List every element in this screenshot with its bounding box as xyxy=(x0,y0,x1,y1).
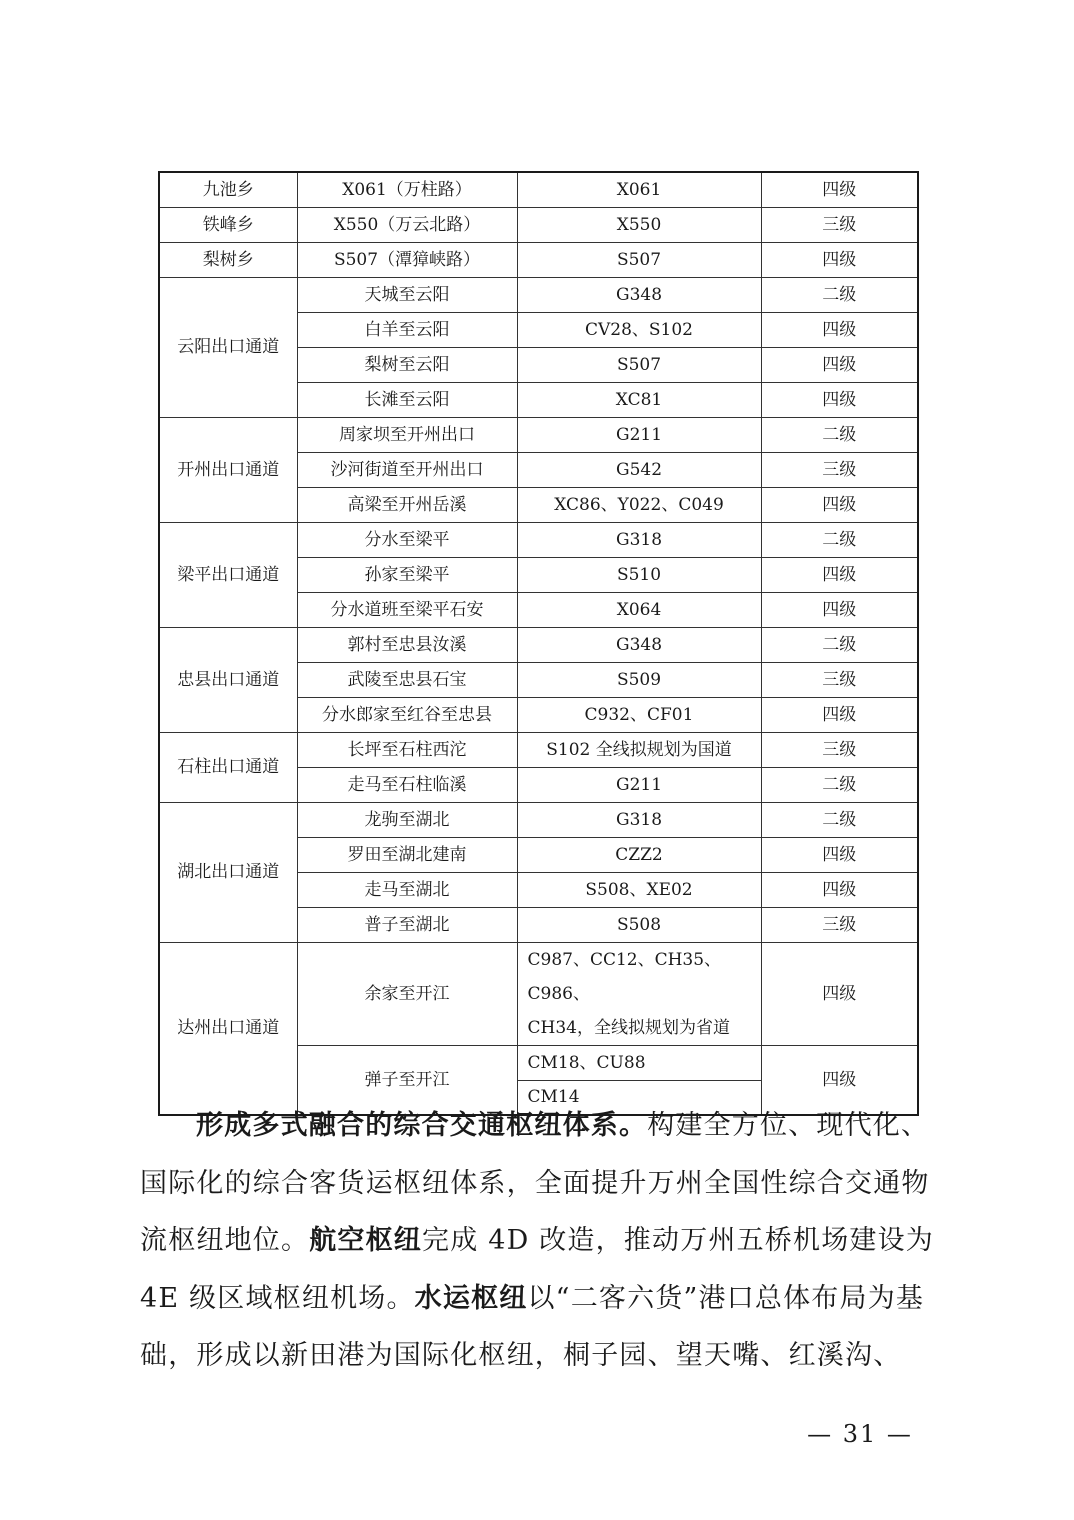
table-cell: G348 xyxy=(517,277,761,312)
table-cell: 普子至湖北 xyxy=(297,907,517,942)
table-cell: 分水郎家至红谷至忠县 xyxy=(297,697,517,732)
table-cell: 四级 xyxy=(761,837,918,872)
group-name-cell: 开州出口通道 xyxy=(159,417,297,522)
table-cell: 九池乡 xyxy=(159,172,297,207)
table-cell: 天城至云阳 xyxy=(297,277,517,312)
table-cell: G211 xyxy=(517,417,761,452)
group-name-cell: 云阳出口通道 xyxy=(159,277,297,417)
table-row xyxy=(159,942,918,1045)
table-cell: 四级 xyxy=(761,347,918,382)
table-cell: 四级 xyxy=(761,872,918,907)
group-name-cell: 湖北出口通道 xyxy=(159,802,297,942)
table-cell: C932、CF01 xyxy=(517,697,761,732)
table-cell: S508 xyxy=(517,907,761,942)
table-cell: 白羊至云阳 xyxy=(297,312,517,347)
table-cell: CM18、CU88 xyxy=(517,1045,761,1080)
table-row xyxy=(159,732,918,767)
code-line: CH34，全线拟规划为省道 xyxy=(527,1017,730,1038)
table-row xyxy=(159,242,918,277)
table-cell: G211 xyxy=(517,767,761,802)
table-row xyxy=(159,207,918,242)
table-cell: 四级 xyxy=(761,592,918,627)
table-cell: S507 xyxy=(517,242,761,277)
table-cell: X550（万云北路） xyxy=(297,207,517,242)
table-cell: 三级 xyxy=(761,732,918,767)
group-name-cell: 梁平出口通道 xyxy=(159,522,297,627)
table-cell: 走马至湖北 xyxy=(297,872,517,907)
aviation-hub-bold: 航空枢纽 xyxy=(309,1225,423,1256)
table-cell: 三级 xyxy=(761,452,918,487)
table-cell: 龙驹至湖北 xyxy=(297,802,517,837)
table-cell: 四级 xyxy=(761,242,918,277)
table-cell: 高梁至开州岳溪 xyxy=(297,487,517,522)
table-cell: 沙河街道至开州出口 xyxy=(297,452,517,487)
table-cell: 铁峰乡 xyxy=(159,207,297,242)
group-name-cell: 达州出口通道 xyxy=(159,942,297,1115)
table-cell: 二级 xyxy=(761,767,918,802)
table-cell: X061 xyxy=(517,172,761,207)
heading-bold: 形成多式融合的综合交通枢纽体系。 xyxy=(196,1110,648,1141)
table-cell: 三级 xyxy=(761,907,918,942)
table-cell: S507（潭獐峡路） xyxy=(297,242,517,277)
table-row xyxy=(159,802,918,837)
table-cell: 武陵至忠县石宝 xyxy=(297,662,517,697)
table-cell: 梨树至云阳 xyxy=(297,347,517,382)
paragraph-text-1: 构建全方位、现代化、国际化的综合客货运枢纽体系，全面提升万州全国性综合交通物流枢纽地位。 xyxy=(140,1110,930,1256)
table-cell: 梨树乡 xyxy=(159,242,297,277)
table-cell: 四级 xyxy=(761,557,918,592)
table-cell xyxy=(517,942,761,1045)
table-cell: 二级 xyxy=(761,802,918,837)
table-row xyxy=(159,172,918,207)
table-cell: X061（万柱路） xyxy=(297,172,517,207)
table-cell: G542 xyxy=(517,452,761,487)
table-cell: S507 xyxy=(517,347,761,382)
table-cell: 二级 xyxy=(761,627,918,662)
paragraph-text-3: 以“二客六货”港口总体布局为基础，形成以新田港为国际化枢纽，桐子园、望天嘴、红溪沟、 xyxy=(140,1282,925,1371)
table-cell: 长坪至石柱西沱 xyxy=(297,732,517,767)
body-paragraph xyxy=(140,1097,940,1385)
road-table xyxy=(158,171,919,1116)
table-cell: 二级 xyxy=(761,417,918,452)
table-cell: S510 xyxy=(517,557,761,592)
table-cell: 二级 xyxy=(761,522,918,557)
table-cell: 四级 xyxy=(761,172,918,207)
table-cell: 二级 xyxy=(761,277,918,312)
table-cell: 四级 xyxy=(761,382,918,417)
page-number: — 31 — xyxy=(807,1420,913,1448)
code-line: C987、CC12、CH35、C986、 xyxy=(527,949,722,1004)
table-cell: 分水道班至梁平石安 xyxy=(297,592,517,627)
table-cell: 四级 xyxy=(761,312,918,347)
table-cell: 罗田至湖北建南 xyxy=(297,837,517,872)
table-cell: CV28、S102 xyxy=(517,312,761,347)
table-cell: 四级 xyxy=(761,487,918,522)
table-cell: 余家至开江 xyxy=(297,942,517,1045)
table-cell: XC86、Y022、C049 xyxy=(517,487,761,522)
table-cell: X064 xyxy=(517,592,761,627)
table-cell: 四级 xyxy=(761,697,918,732)
table-cell: 走马至石柱临溪 xyxy=(297,767,517,802)
table-cell: X550 xyxy=(517,207,761,242)
table-row xyxy=(159,277,918,312)
table-row xyxy=(159,417,918,452)
water-hub-bold: 水运枢纽 xyxy=(414,1282,528,1314)
table-cell: 四级 xyxy=(761,1045,918,1115)
table-cell: XC81 xyxy=(517,382,761,417)
group-name-cell: 忠县出口通道 xyxy=(159,627,297,732)
table-row xyxy=(159,522,918,557)
table-cell: 周家坝至开州出口 xyxy=(297,417,517,452)
table-cell: CM14 xyxy=(517,1080,761,1115)
table-cell: 四级 xyxy=(761,942,918,1045)
table-cell: 三级 xyxy=(761,662,918,697)
group-name-cell: 石柱出口通道 xyxy=(159,732,297,802)
table-cell: CZZ2 xyxy=(517,837,761,872)
table-cell: S508、XE02 xyxy=(517,872,761,907)
table-cell: G348 xyxy=(517,627,761,662)
table-cell: G318 xyxy=(517,522,761,557)
table-cell: 孙家至梁平 xyxy=(297,557,517,592)
table-cell: G318 xyxy=(517,802,761,837)
table-cell: 分水至梁平 xyxy=(297,522,517,557)
table-row xyxy=(159,627,918,662)
table-cell: 弹子至开江 xyxy=(297,1045,517,1115)
table-cell: 三级 xyxy=(761,207,918,242)
table-cell: 长滩至云阳 xyxy=(297,382,517,417)
paragraph-text-2: 完成 4D 改造，推动万州五桥机场建设为 4E 级区域枢纽机场。 xyxy=(140,1225,935,1314)
table-cell: S509 xyxy=(517,662,761,697)
table-cell: 郭村至忠县汝溪 xyxy=(297,627,517,662)
table-cell: S102 全线拟规划为国道 xyxy=(517,732,761,767)
